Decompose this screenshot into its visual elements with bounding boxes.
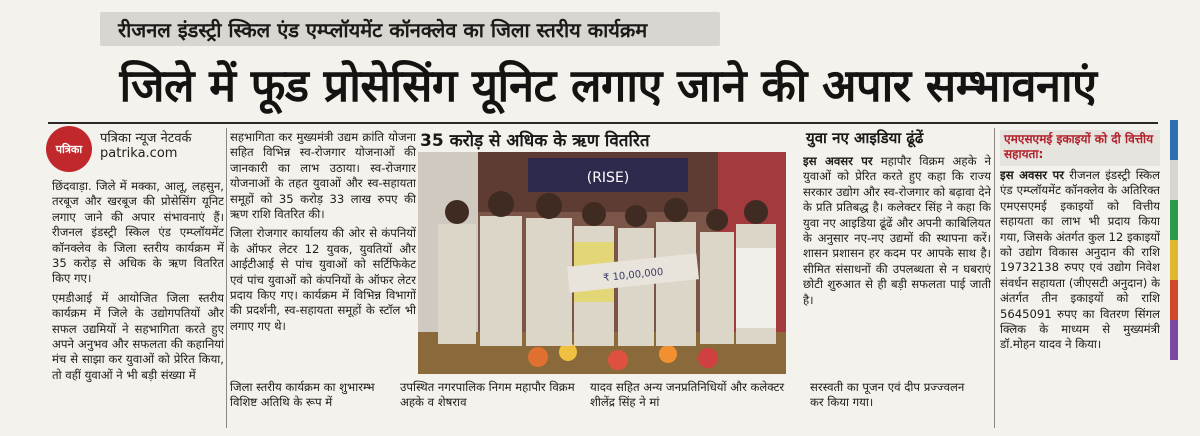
sidebox-title: एमएसएमई इकाइयों को दी वित्तीय सहायता: xyxy=(1000,130,1160,166)
patrika-logo xyxy=(46,126,92,172)
article-column-1 xyxy=(52,179,224,431)
color-stripe xyxy=(1170,120,1178,160)
color-stripe xyxy=(1170,240,1178,280)
column-rule xyxy=(226,128,227,428)
photo-illustration xyxy=(418,152,786,374)
color-stripe xyxy=(1170,200,1178,240)
side-heading: युवा नए आइडिया ढूंढें xyxy=(806,129,924,147)
paragraph: जिला रोजगार कार्यालय की ओर से कंपनियों के ऑफर लेटर 12 युवक, युवतियों और आईटीआई से पांच युवाओं को सर्टिफिकेट एवं पांच युवाओं को कंपनियों के ऑफर लेटर प्रदाय किए गए। कार्यक्रम में विभिन्न विभागों की प्रदर्शनी, स्व-सहायता समूहों के स्टॉल भी लगाए गए थे। xyxy=(230,226,416,333)
byline-source: पत्रिका न्यूज नेटवर्क xyxy=(100,131,192,146)
bottom-text-row xyxy=(230,380,980,420)
column-rule xyxy=(994,128,995,428)
photo-caption: 35 करोड़ से अधिक के ऋण वितरित xyxy=(420,131,650,151)
lead-in: इस अवसर पर xyxy=(1000,168,1064,182)
bottom-text-1: जिला स्तरीय कार्यक्रम का शुभारम्भ विशिष्ट अतिथि के रूप में xyxy=(230,380,375,410)
kicker-text: रीजनल इंडस्ट्री स्किल एंड एम्प्लॉयमेंट कॉनक्लेव का जिला स्तरीय कार्यक्रम xyxy=(118,17,648,42)
paragraph: एमडीआई में आयोजित जिला स्तरीय कार्यक्रम में जिले के उद्योगपतियों और सफल उद्यमियों ने सहभागिता करते हुए अपने अनुभव और सफलता की कहानियां मंच से साझा कर युवाओं को प्रेरित किया, तो वहीं युवाओं ने भी बड़ी संख्या में xyxy=(52,290,224,382)
color-stripe xyxy=(1170,320,1178,360)
color-stripe xyxy=(1170,280,1178,320)
banner-label: (RISE) xyxy=(586,170,630,186)
paragraph: सहभागिता कर मुख्यमंत्री उद्यम क्रांति योजना सहित विभिन्न स्व-रोजगार योजनाओं की जानकारी का लाभ उठाया। स्व-रोजगार योजनाओं के तहत युवाओं और स्व-सहायता समूहों को 35 करोड़ 33 लाख रुपए की ऋण राशि वितरित की। xyxy=(230,130,416,222)
headline: जिले में फूड प्रोसेसिंग यूनिट लगाए जाने की अपार सम्भावनाएं xyxy=(119,58,1097,112)
paragraph xyxy=(1000,168,1160,353)
event-photo xyxy=(418,152,786,374)
bottom-text-2: उपस्थित नगरपालिक निगम महापौर विक्रम अहके व शेषराव xyxy=(400,380,575,410)
logo-text: पत्रिका xyxy=(55,142,83,156)
headline-rule xyxy=(48,122,1158,124)
bottom-text-3: यादव सहित अन्य जनप्रतिनिधियों और कलेक्टर शीलेंद्र सिंह ने मां xyxy=(590,380,785,410)
article-column-4 xyxy=(803,154,991,378)
paragraph-text: रीजनल इंडस्ट्री स्किल एंड एम्प्लॉयमेंट कॉनक्लेव के अतिरिक्त एमएसएमई इकाइयों को वित्तीय सहायता का लाभ भी प्रदाय किया गया, जिसके अंतर्गत कुल 12 इकाइयों को उद्योग विकास अनुदान की राशि 19732138 रुपए एवं उद्योग निवेश संवर्धन सहायता (जीएसटी अनुदान) के अंतर्गत तीन इकाइयों को राशि 5645091 रुपए का वितरण सिंगल क्लिक के माध्यम से मुख्यमंत्री डॉ.मोहन यादव ने किया। xyxy=(1000,168,1160,352)
lead-in: इस अवसर पर xyxy=(803,154,873,168)
bottom-text-4: सरस्वती का पूजन एवं दीप प्रज्ज्वलन कर किया गया। xyxy=(810,380,965,410)
kicker-strip xyxy=(100,12,720,46)
paragraph: छिंदवाड़ा. जिले में मक्का, आलू, लहसुन, तरबूज और खरबूज की प्रोसेसिंग यूनिट लगाए जाने की अपार संभावनाएं हैं। रीजनल इंडस्ट्री स्किल एंड एम्प्लॉयमेंट कॉनक्लेव के जिला स्तरीय कार्यक्रम में 35 करोड़ से अधिक के ऋण वितरित किए गए। xyxy=(52,179,224,286)
cheque-amount: ₹ 10,00,000 xyxy=(602,266,664,285)
article-column-5 xyxy=(1000,168,1160,430)
color-stripe xyxy=(1170,160,1178,200)
byline-site: patrika.com xyxy=(100,146,178,161)
paragraph-text: महापौर विक्रम अहके ने युवाओं को प्रेरित करते हुए कहा कि राज्य सरकार उद्योग और स्व-रोजगार को बढ़ावा देने के प्रति प्रतिबद्ध है। कलेक्टर सिंह ने कहा कि युवा नए आइडिया ढूंढें और अपनी काबिलियत के अनुसार नए-नए उद्यमों की स्थापना करें। शासन प्रशासन हर कदम पर आपके साथ है। सीमित संसाधनों की उपलब्धता से न घबराएं छोटी शुरुआत से ही बड़ी सफलता पाई जाती है। xyxy=(803,154,991,307)
article-column-2 xyxy=(230,130,416,378)
paragraph xyxy=(803,154,991,308)
